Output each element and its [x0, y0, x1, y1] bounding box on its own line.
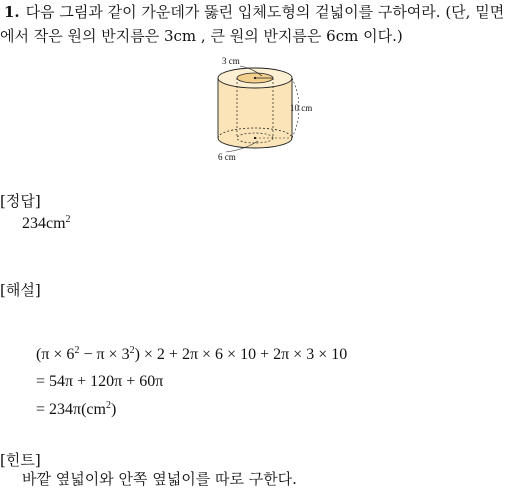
answer-heading: [정답]: [0, 192, 41, 210]
small-radius-label: 3 cm: [222, 56, 240, 66]
large-radius-label: 6 cm: [218, 152, 236, 162]
expr-part-a: (π × 6: [36, 346, 75, 363]
hint-text: 바깥 옆넓이와 안쪽 옆넓이를 따로 구한다.: [22, 470, 297, 488]
explanation-line-2: = 54π + 120π + 60π: [36, 373, 164, 390]
result-part-b: ): [110, 401, 117, 418]
result-exp: 2: [105, 400, 111, 411]
explanation-heading: [해설]: [0, 281, 41, 299]
height-label: 10 cm: [290, 103, 313, 113]
question-line-2: 에서 작은 원의 반지름은 3cm , 큰 원의 반지름은 6cm 이다.): [0, 27, 403, 45]
expr-exp-1: 2: [74, 345, 80, 356]
expr-exp-2: 2: [129, 345, 135, 356]
hollow-cylinder-figure: [210, 54, 320, 166]
expr-part-c: ) × 2 + 2π × 6 × 10 + 2π × 3 × 10: [134, 346, 348, 363]
explanation-line-3: [36, 401, 116, 419]
answer-number: 234cm: [22, 215, 66, 232]
answer-exponent: 2: [65, 214, 71, 225]
hint-heading: [힌트]: [0, 451, 41, 469]
answer-value: [22, 215, 71, 233]
expr-part-b: − π × 3: [79, 346, 130, 363]
question-number: 1.: [4, 3, 20, 21]
result-part-a: = 234π(cm: [36, 401, 106, 418]
question-text-1: 다음 그림과 같이 가운데가 뚫린 입체도형의 겉넓이를 구하여라. (단, 밑면: [25, 3, 505, 21]
explanation-line-1: [36, 346, 347, 364]
question-line-1: [4, 0, 504, 24]
